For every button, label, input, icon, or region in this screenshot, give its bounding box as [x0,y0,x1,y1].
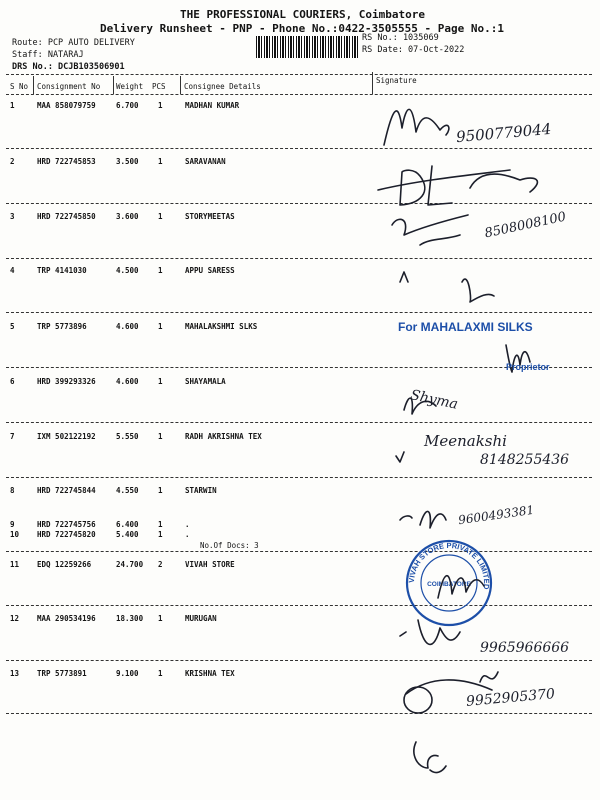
rs-number: RS No.: 1035069 [362,33,439,43]
row-pcs: 2 [158,560,163,569]
row-sno: 7 [10,432,15,441]
row-pcs: 1 [158,322,163,331]
col-pcs: PCS [152,82,166,91]
row-sno: 12 [10,614,20,623]
row-weight: 4.600 [116,377,139,386]
row-weight: 3.500 [116,157,139,166]
row-sno: 1 [10,101,15,110]
row-consignee: KRISHNA TEX [185,669,235,678]
row-weight: 4.500 [116,266,139,275]
row-consignee: SHAYAMALA [185,377,226,386]
row-weight: 5.400 [116,530,139,539]
row-consignee: STORYMEETAS [185,212,235,221]
row-sno: 5 [10,322,15,331]
row-pcs: 1 [158,157,163,166]
handwritten-phone: 9965966666 [480,640,570,656]
row-consignment: EDQ 12259266 [37,560,92,569]
row-weight: 3.600 [116,212,139,221]
row-consignment: HRD 722745844 [37,486,96,495]
handwritten-phone: 9500779044 [455,119,553,147]
col-consignment: Consignment No [37,82,101,91]
row-consignment: HRD 722745850 [37,212,96,221]
company-title: THE PROFESSIONAL COURIERS, Coimbatore [180,8,426,21]
handwritten-name: Meenakshi [424,432,507,450]
row-consignment: TRP 5773896 [37,322,87,331]
stamp-ring-text: VIVAH STORE PRIVATE LIMITED [406,540,492,590]
col-signature: Signature [376,76,417,85]
row-sno: 9 [10,520,15,529]
runsheet-title: Delivery Runsheet - PNP - Phone No.:0422-3505555 - Page No.:1 [100,22,504,35]
row-consignee: MURUGAN [185,614,217,623]
no-of-docs: No.Of Docs: 3 [200,541,259,550]
row-consignee: RADH AKRISHNA TEX [185,432,262,441]
col-weight: Weight [116,82,144,91]
row-consignment: HRD 399293326 [37,377,96,386]
row-sno: 2 [10,157,15,166]
row-weight: 9.100 [116,669,139,678]
staff-label: Staff: NATARAJ [12,50,84,60]
row-consignee: STARWIN [185,486,217,495]
row-consignment: MAA 290534196 [37,614,96,623]
row-weight: 5.550 [116,432,139,441]
row-pcs: 1 [158,266,163,275]
handwritten-phone: 9952905370 [465,686,556,710]
row-sno: 4 [10,266,15,275]
row-pcs: 1 [158,520,163,529]
row-sno: 11 [10,560,20,569]
row-weight: 24.700 [116,560,144,569]
row-consignee: APPU SARESS [185,266,235,275]
row-sno: 10 [10,530,20,539]
route-label: Route: PCP AUTO DELIVERY [12,38,135,48]
row-pcs: 1 [158,101,163,110]
rs-date: RS Date: 07-Oct-2022 [362,45,465,55]
row-consignee: . [185,520,190,529]
handwritten-phone: 8508008100 [483,209,568,242]
row-consignment: HRD 722745756 [37,520,96,529]
row-consignee: MADHAN KUMAR [185,101,240,110]
col-consignee: Consignee Details [184,82,261,91]
row-sno: 8 [10,486,15,495]
col-sno: S No [10,82,29,91]
row-sno: 6 [10,377,15,386]
row-consignment: HRD 722745853 [37,157,96,166]
drs-number: DRS No.: DCJB103506901 [12,62,125,72]
mahalaxmi-stamp-proprietor: Proprietor [506,362,550,372]
row-consignee: MAHALAKSHMI SLKS [185,322,258,331]
handwritten-phone: 8148255436 [480,452,570,468]
row-consignee: SARAVANAN [185,157,226,166]
handwritten-phone: 9600493381 [457,502,535,528]
row-weight: 6.700 [116,101,139,110]
row-consignment: HRD 722745820 [37,530,96,539]
row-consignment: TRP 4141030 [37,266,87,275]
stamp-center-text: COIMBATORE [427,581,471,588]
row-consignee: . [185,530,190,539]
row-weight: 4.600 [116,322,139,331]
row-consignment: MAA 858079759 [37,101,96,110]
row-weight: 6.400 [116,520,139,529]
row-consignment: TRP 5773891 [37,669,87,678]
row-weight: 18.300 [116,614,144,623]
row-pcs: 1 [158,212,163,221]
row-sno: 3 [10,212,15,221]
row-consignment: IXM 502122192 [37,432,96,441]
row-pcs: 1 [158,377,163,386]
row-pcs: 1 [158,614,163,623]
row-pcs: 1 [158,669,163,678]
handwritten-signature: Shyma [408,387,460,413]
row-weight: 4.550 [116,486,139,495]
row-pcs: 1 [158,530,163,539]
row-sno: 13 [10,669,20,678]
mahalaxmi-stamp-title: For MAHALAXMI SILKS [398,320,533,334]
stamp-overlay-signature [430,558,490,618]
row-consignee: VIVAH STORE [185,560,235,569]
row-pcs: 1 [158,486,163,495]
row-pcs: 1 [158,432,163,441]
